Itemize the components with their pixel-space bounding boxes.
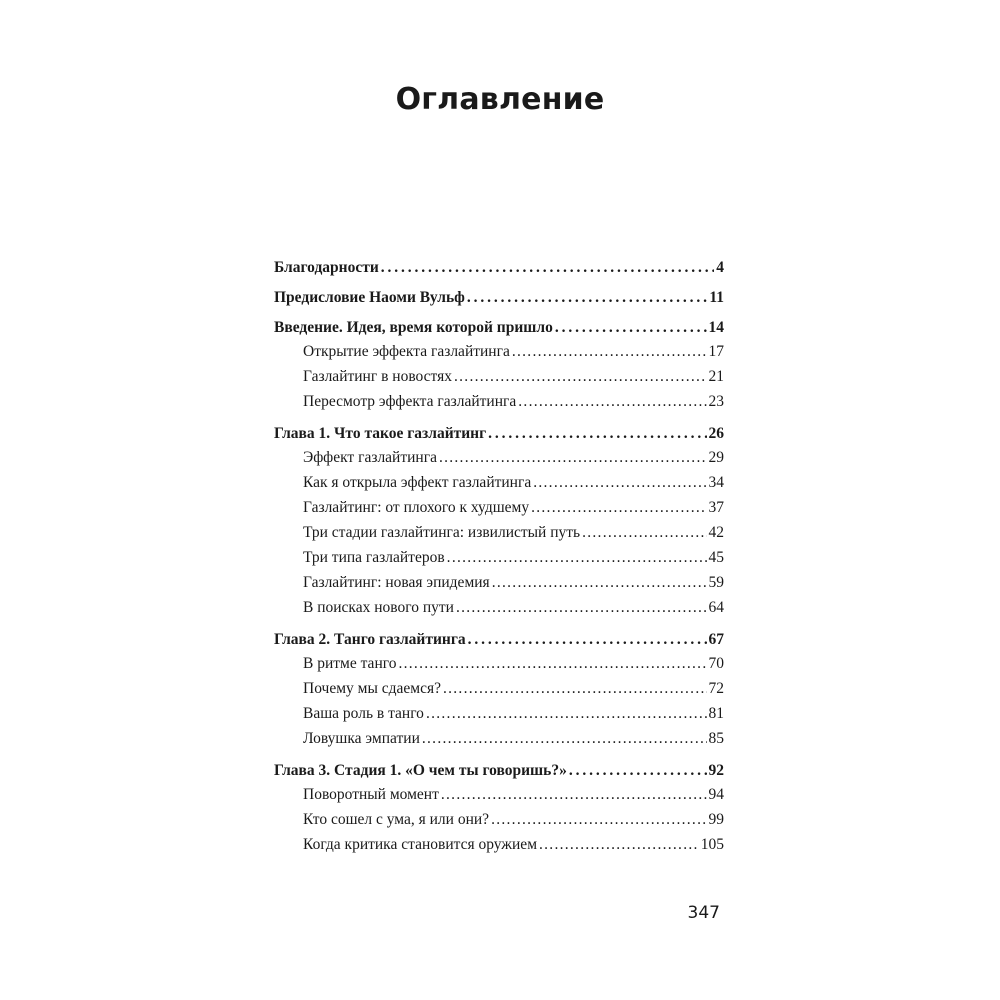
toc-chapter-entry bbox=[274, 288, 724, 308]
toc-entry-label: Три стадии газлайтинга: извилистый путь bbox=[303, 524, 581, 541]
toc-entry-page: 34 bbox=[708, 474, 724, 491]
toc-entry-page: 72 bbox=[708, 680, 724, 697]
dot-leader bbox=[456, 595, 707, 620]
toc-entry-page: 29 bbox=[708, 449, 724, 466]
toc-entry-page: 26 bbox=[708, 425, 724, 442]
toc-entry-label: В ритме танго bbox=[303, 655, 397, 672]
toc-section-entry bbox=[274, 339, 724, 364]
toc-entry-label: Как я открыла эффект газлайтинга bbox=[303, 474, 532, 491]
dot-leader bbox=[468, 630, 707, 650]
dot-leader bbox=[518, 389, 706, 414]
toc-entry-label: Предисловие Наоми Вульф bbox=[274, 289, 465, 306]
toc-entry-page: 99 bbox=[708, 811, 724, 828]
dot-leader bbox=[539, 832, 699, 857]
toc-section-entry bbox=[274, 495, 724, 520]
toc-entry-label: Три типа газлайтеров bbox=[303, 549, 445, 566]
toc-section-entry bbox=[274, 651, 724, 676]
toc-entry-page: 37 bbox=[708, 499, 724, 516]
dot-leader bbox=[512, 339, 707, 364]
toc-section-entry bbox=[274, 389, 724, 414]
toc-entry-label: Открытие эффекта газлайтинга bbox=[303, 343, 510, 360]
toc-chapter-entry bbox=[274, 258, 724, 278]
toc-section-entry bbox=[274, 832, 724, 857]
toc-entry-page: 11 bbox=[709, 289, 724, 306]
toc-entry-page: 67 bbox=[708, 631, 724, 648]
toc-entry-page: 64 bbox=[708, 599, 724, 616]
toc-entry-label: Глава 2. Танго газлайтинга bbox=[274, 631, 466, 648]
toc-chapter-entry bbox=[274, 318, 724, 338]
toc-entry-label: Ловушка эмпатии bbox=[303, 730, 420, 747]
toc-entry-label: Газлайтинг в новостях bbox=[303, 368, 452, 385]
dot-leader bbox=[454, 364, 707, 389]
toc-section-entry bbox=[274, 364, 724, 389]
toc-entry-page: 14 bbox=[708, 319, 724, 336]
toc-section-entry bbox=[274, 470, 724, 495]
toc-section-entry bbox=[274, 520, 724, 545]
dot-leader bbox=[443, 676, 707, 701]
toc-entry-page: 4 bbox=[716, 259, 724, 276]
toc-section-entry bbox=[274, 726, 724, 751]
toc-entry-page: 21 bbox=[708, 368, 724, 385]
toc-entry-page: 17 bbox=[708, 343, 724, 360]
toc-entry-page: 70 bbox=[708, 655, 724, 672]
toc-entry-label: Пересмотр эффекта газлайтинга bbox=[303, 393, 517, 410]
toc-entry-page: 59 bbox=[708, 574, 724, 591]
dot-leader bbox=[531, 495, 706, 520]
toc-entry-label: Ваша роль в танго bbox=[303, 705, 424, 722]
dot-leader bbox=[467, 288, 707, 308]
dot-leader bbox=[439, 445, 707, 470]
toc-entry-label: Введение. Идея, время которой пришло bbox=[274, 319, 553, 336]
dot-leader bbox=[381, 258, 714, 278]
dot-leader bbox=[492, 570, 707, 595]
toc-entry-label: Газлайтинг: новая эпидемия bbox=[303, 574, 490, 591]
dot-leader bbox=[447, 545, 707, 570]
page-number: 347 bbox=[687, 903, 720, 923]
toc-entry-label: Благодарности bbox=[274, 259, 379, 276]
toc-section-entry bbox=[274, 545, 724, 570]
dot-leader bbox=[422, 726, 707, 751]
toc-section-entry bbox=[274, 701, 724, 726]
toc-entry-page: 92 bbox=[708, 762, 724, 779]
toc-entry-label: Кто сошел с ума, я или они? bbox=[303, 811, 490, 828]
dot-leader bbox=[555, 318, 707, 338]
toc-entry-label: Эффект газлайтинга bbox=[303, 449, 437, 466]
toc-entry-page: 105 bbox=[700, 836, 724, 853]
dot-leader bbox=[582, 520, 706, 545]
dot-leader bbox=[441, 782, 707, 807]
toc-entry-label: Глава 1. Что такое газлайтинг bbox=[274, 425, 487, 442]
toc-entry-label: Газлайтинг: от плохого к худшему bbox=[303, 499, 530, 516]
toc-entry-page: 85 bbox=[708, 730, 724, 747]
toc-chapter-entry bbox=[274, 761, 724, 781]
toc-section-entry bbox=[274, 807, 724, 832]
toc-entry-page: 81 bbox=[708, 705, 724, 722]
toc-entry-label: Глава 3. Стадия 1. «О чем ты говоришь?» bbox=[274, 762, 567, 779]
toc-section-entry bbox=[274, 676, 724, 701]
table-of-contents bbox=[274, 258, 724, 857]
toc-section-entry bbox=[274, 595, 724, 620]
toc-section-entry bbox=[274, 570, 724, 595]
toc-entry-page: 42 bbox=[708, 524, 724, 541]
dot-leader bbox=[533, 470, 706, 495]
toc-entry-label: Поворотный момент bbox=[303, 786, 439, 803]
toc-entry-label: Когда критика становится оружием bbox=[303, 836, 537, 853]
toc-chapter-entry bbox=[274, 424, 724, 444]
dot-leader bbox=[398, 651, 706, 676]
dot-leader bbox=[426, 701, 707, 726]
page-title: Оглавление bbox=[395, 82, 605, 117]
toc-entry-label: В поисках нового пути bbox=[303, 599, 454, 616]
toc-section-entry bbox=[274, 782, 724, 807]
toc-chapter-entry bbox=[274, 630, 724, 650]
toc-section-entry bbox=[274, 445, 724, 470]
toc-entry-page: 94 bbox=[708, 786, 724, 803]
dot-leader bbox=[488, 424, 706, 444]
dot-leader bbox=[569, 761, 707, 781]
toc-entry-label: Почему мы сдаемся? bbox=[303, 680, 441, 697]
toc-entry-page: 23 bbox=[708, 393, 724, 410]
toc-entry-page: 45 bbox=[708, 549, 724, 566]
dot-leader bbox=[491, 807, 706, 832]
